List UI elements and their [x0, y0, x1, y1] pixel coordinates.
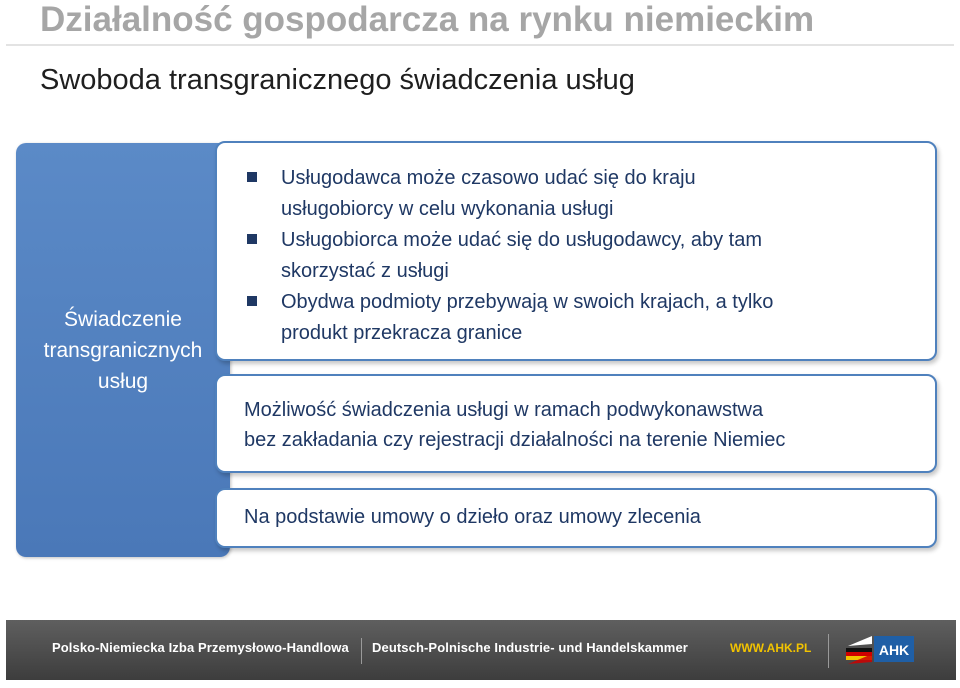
- footer-bar: [6, 620, 956, 680]
- footer-divider: [828, 634, 829, 668]
- square-bullet-icon: [247, 296, 257, 306]
- bullet-line: [241, 287, 773, 318]
- square-bullet-icon: [247, 172, 257, 182]
- bullet-line: [241, 163, 773, 194]
- bullet-text: Usługobiorca może udać się do usługodawcy, aby tam: [281, 229, 762, 251]
- topic-label-line: Świadczenie: [64, 307, 182, 331]
- bullet-text: usługobiorcy w celu wykonania usługi: [281, 198, 614, 220]
- service-modes-box: [215, 141, 937, 361]
- bullet-line: [241, 256, 773, 287]
- bullet-text: skorzystać z usługi: [281, 260, 449, 282]
- subcontracting-box: [215, 374, 937, 473]
- topic-label-line: usług: [97, 369, 149, 393]
- topic-panel: [16, 143, 230, 557]
- slide-title: Działalność gospodarcza na rynku niemieckim: [40, 0, 815, 39]
- website-link[interactable]: WWW.AHK.PL: [730, 641, 812, 655]
- ahk-logo-icon: [842, 628, 924, 672]
- square-bullet-icon: [247, 234, 257, 244]
- bullet-line: [241, 318, 773, 349]
- topic-label: [23, 304, 223, 397]
- text-line: bez zakładania czy rejestracji działalności na terenie Niemiec: [244, 429, 786, 451]
- bullet-text: Usługodawca może czasowo udać się do kraju: [281, 167, 696, 189]
- footer-org-polish: Polsko-Niemiecka Izba Przemysłowo-Handlowa: [52, 640, 349, 655]
- bullet-item: [241, 287, 773, 349]
- service-modes-list: [241, 163, 773, 349]
- footer-org-german: Deutsch-Polnische Industrie- und Handelskammer: [372, 640, 688, 655]
- topic-label-line: transgranicznych: [43, 338, 203, 362]
- bullet-line: [241, 194, 773, 225]
- bullet-text: Obydwa podmioty przebywają w swoich krajach, a tylko: [281, 291, 774, 313]
- logo-text: AHK: [878, 642, 910, 658]
- bullet-line: [241, 225, 773, 256]
- contract-basis-box: [215, 488, 937, 548]
- footer-divider: [361, 638, 362, 664]
- contract-basis-text: Na podstawie umowy o dzieło oraz umowy zlecenia: [244, 506, 701, 528]
- title-divider: [6, 44, 954, 46]
- bullet-text: produkt przekracza granice: [281, 322, 523, 344]
- text-line: Możliwość świadczenia usługi w ramach podwykonawstwa: [244, 399, 764, 421]
- subcontracting-text: [244, 395, 785, 455]
- bullet-item: [241, 163, 773, 225]
- bullet-item: [241, 225, 773, 287]
- slide-subtitle: Swoboda transgranicznego świadczenia usług: [40, 64, 635, 96]
